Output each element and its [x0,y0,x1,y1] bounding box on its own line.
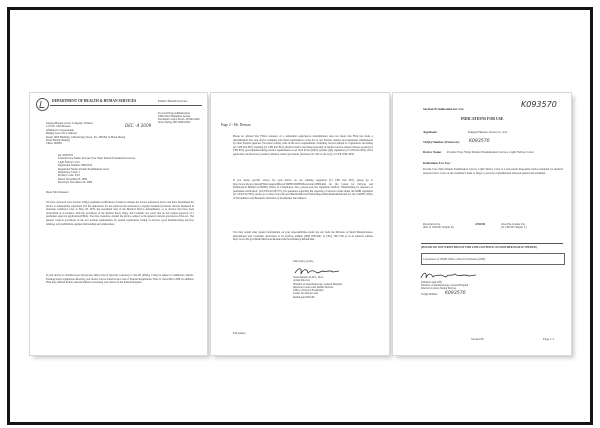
division-signoff: (Division Sign-Off) Division of Anesthesiology, General Hospital Infection Control, Dental Devices [421,281,469,291]
k-bottom-value: K093570 [445,291,466,296]
footer-section: Section B [471,337,484,341]
indications-title: INDICATIONS FOR USE [460,117,504,121]
recipient-address: Jiangsu Haynes Glove Company, Limited C/O Mr. Chin Deason Affiliated Correspondent Beijing Guo Cifu Company Room 1006 Building, Chinxiwang Tower, No. 289 Bei Si Huan Zhong Road Hai Di, Beijing China 100083 [46,122,126,146]
letter-body-2: If your device is classified (see above) into either class II (Special Controls) or class III (PMA), it may be subject to additional controls. Existing major regulations affecting your device can be found in the Code of Federal Regulations, Title 21, Parts 800 to 898. In addition, FDA may publish further announcements concerning your device in the Federal Register. [46,274,194,285]
indications-page [393,93,571,355]
indications-text: Powder Free Vinyl Patient Examination Gloves, Light Yellow Color is a non-sterile disposable device intended for medical purpose that is worn on the examiner's hand or finger to prevent contamination between patient and examiner. [423,168,563,175]
divider-line [421,243,563,244]
page2-body-3: You may obtain other general information on your responsibilities under the Act from the Division of Small Manufacturers, International and Consumer Assistance at its toll-free number (800) 638-2041 or (301) 796-7100 or at its Internet address http://www.fda.gov/MedicalDevices/ResourcesforYou/Industry/default.htm. [233,231,373,242]
device-label: Device Name: [423,150,442,154]
footer-page: Page 1/1 [543,337,555,341]
page2-header: Page 2 - Mr. Deason [221,123,251,127]
applicant-label: Applicant: [423,130,438,134]
k-bottom-label: 510(k) Number: [421,293,438,296]
concurrence-text: Concurrence of CDRH, Office of Device Evaluation (ODE) [423,258,486,261]
agency-name: DEPARTMENT OF HEALTH & HUMAN SERVICES [52,99,137,103]
indications-label: Indications For Use: [423,161,451,165]
hhs-seal-icon [36,98,49,111]
letter-page-1 [30,93,207,355]
applicant-value: Jiangsu Haynes Glove Co.,Ltd [468,130,508,134]
salutation: Dear Mr. Deason: [46,190,69,194]
k-number-value: K093570 [469,139,490,144]
signoff-signature-icon [419,269,479,281]
header-rule [50,105,202,106]
date-stamp: DEC -4 2009 [125,123,152,128]
document-frame [7,7,593,425]
page2-body-1: Please be advised that FDA's issuance of a substantial equivalence determination does not mean that FDA has made a determination that your device complies with other requirements of the Act or any Federal statutes and regulations administered by other Federal agencies. You must comply with all the Act's requirements, including, but not limited to: registration and listing (21 CFR Part 807); labeling (21 CFR Part 801); medical device reporting (reporting of medical device-related adverse events) (21 CFR 803); good manufacturing practice requirements as set forth in the quality systems (QS) regulation (21 CFR Part 820); and if applicable, the electronic product radiation control provisions (Sections 531-542 of the Act); 21 CFR 1000-1050. [233,135,373,156]
reference-block: Re: K093570 Trade/Device Name: Powder Free Vinyl Patient Examination Gloves, Light Yellow Color Regulation Number: 880.6250 Regulation Name: Patient Examination Glove Regulatory Class: I Product Code: LYZ Dated: November 8, 2009 Received: November 20, 2009 [58,154,136,185]
page2-body-2: If you desire specific advice for your device on our labeling regulation (21 CFR Part 801), please go to http://www.fda.gov/AboutFDA/CentersOffices/CDRH/CDRHOffices/ucm115809.htm for the Center for Devices and Radiological Health's (CDRH's) Office of Compliance. Also, please note the regulation entitled, "Misbranding by reference to premarket notification" (21CFR Part 807.97). For questions regarding the reporting of adverse events under the MDR regulation (21 CFR Part 803), please go to http://www.fda.gov/MedicalDevices/Safety/ReportaProblem/default.htm for the CDRH's Office of Surveillance and Biometrics/Division of Postmarket Surveillance. [233,179,373,200]
and-or-label: AND/OR [475,223,486,226]
do-not-write-warning: (PLEASE DO NOT WRITE BELOW THIS LINE-CONTINUE ON ANOTHER PAGE IF NEEDED) [421,246,537,249]
service-name: Public Health Service [158,99,188,103]
signer-block: Susan Runner, D.D.S., M.A. Acting Director Division of Anesthesiology, General Hospital, Infection Control and Dental Devices Office of Device Evaluation Center for Devices and Radiological Health [293,276,343,299]
closing: Sincerely yours, [293,259,314,263]
handwritten-k-number: K093570 [521,100,557,109]
fda-address: Food and Drug Administration 10903 New Hampshire Avenue Document Control Room -WO66-G609 Silver Spring, MD 20993-0002 [158,112,200,125]
enclosure-note: Enclosure [233,331,246,335]
letter-body-1: We have reviewed your Section 510(k) premarket notification of intent to market the device referenced above and have determined the device is substantially equivalent (for the indications for use stated in the enclosure) to legally marketed predicate devices marketed in interstate commerce prior to May 28, 1976, the enactment date of the Medical Device Amendments, or to devices that have been reclassified in accordance with the provisions of the Federal Food, Drug, and Cosmetic Act (Act) that do not require approval of a premarket approval application (PMA). You may, therefore, market the device, subject to the general controls provisions of the Act. The general controls provisions of the Act include requirements for annual registration, listing of devices, good manufacturing practice, labeling, and prohibitions against misbranding and adulteration. [46,201,194,226]
letter-page-2 [211,93,389,355]
prescription-use: Prescription Use (Part 21 CFR 801 Subpart D) [423,223,454,230]
device-name: Powder Free Vinyl Patient Examination Gloves, Light Yellow Color [447,150,534,154]
k-number-label: 510(k) Number (if known): [423,140,460,144]
otc-use: Over-The-Counter Use (21 CFR 807 Subpart C) [501,223,527,230]
section-heading: Section B Indication for Use [423,107,464,111]
